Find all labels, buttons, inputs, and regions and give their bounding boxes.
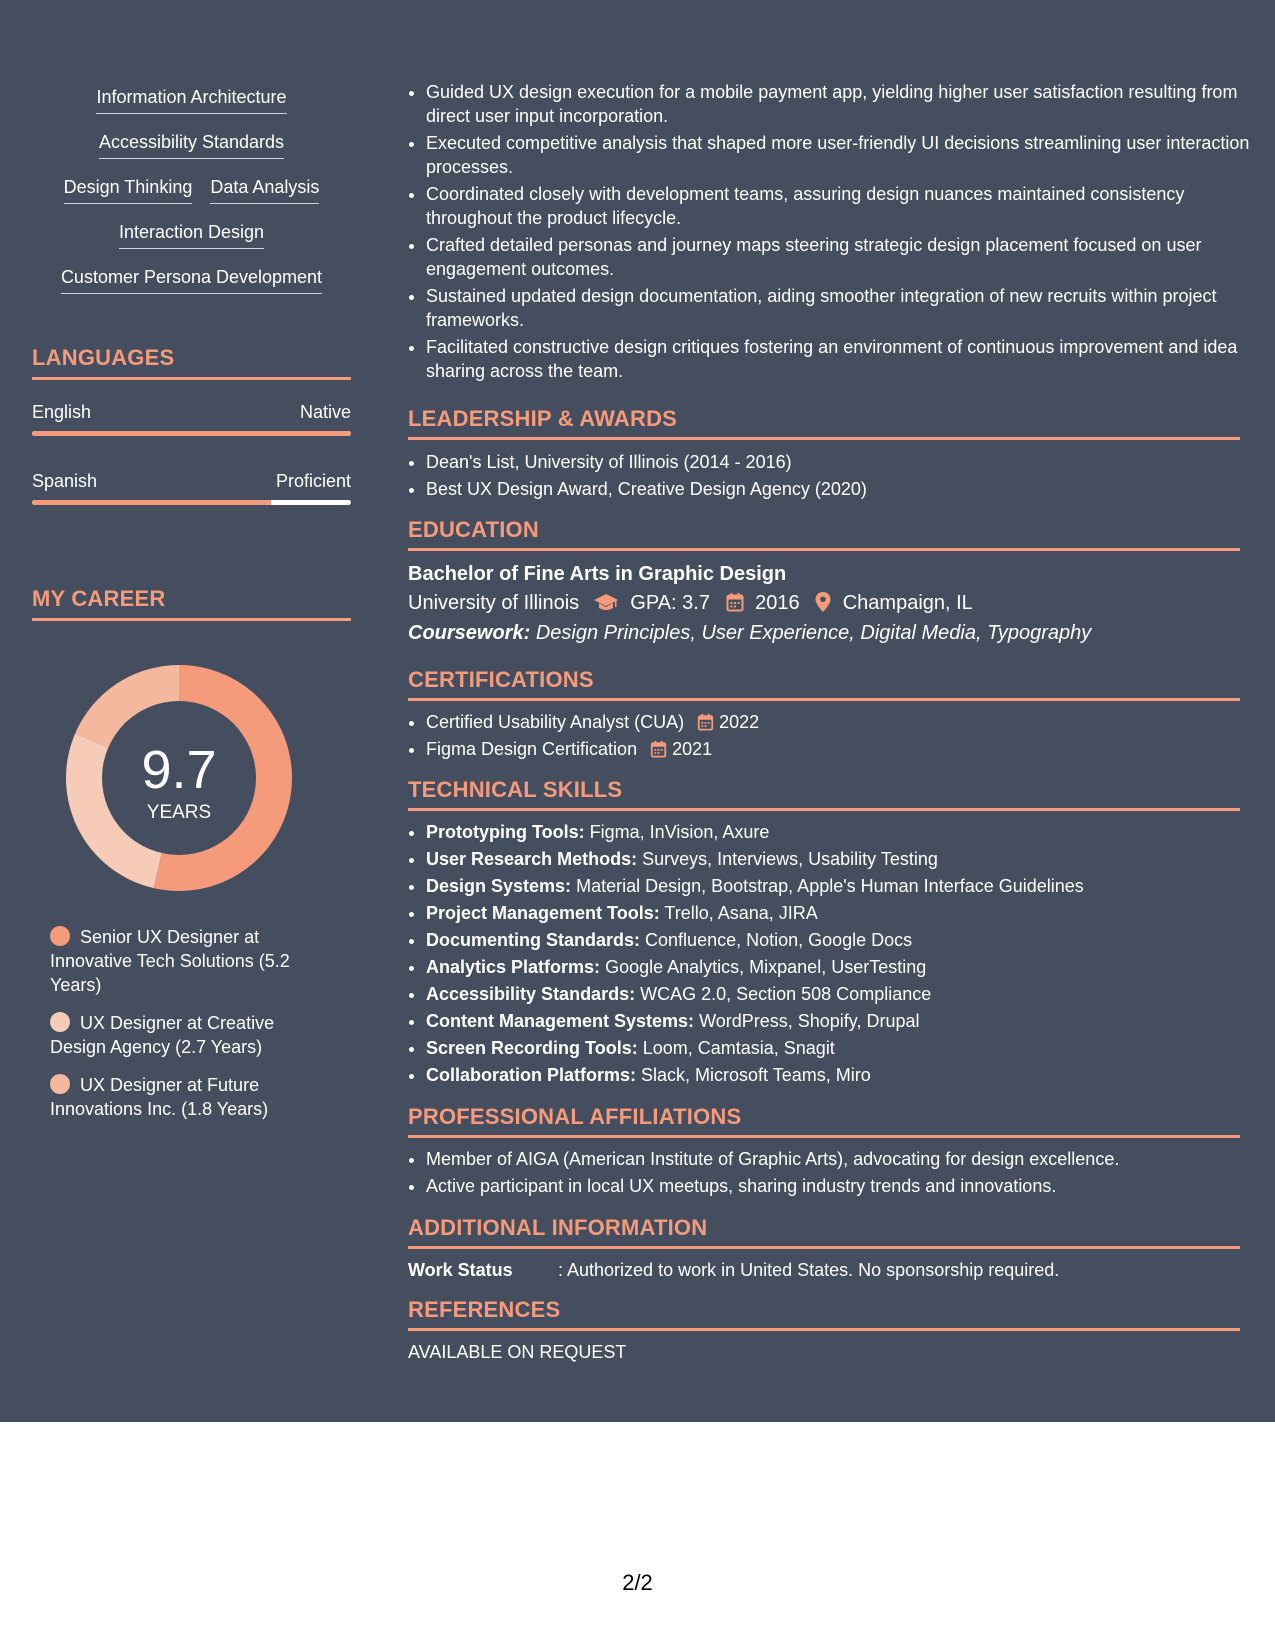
calendar-icon: [726, 592, 744, 612]
list-item: • Member of AIGA (American Institute of Graphic Arts), advocating for design excellence.: [426, 1146, 1240, 1173]
skill-value: Trello, Asana, JIRA: [664, 903, 818, 923]
education-meta: [408, 588, 1240, 618]
cert-name: Figma Design Certification: [426, 739, 638, 759]
education-section: [408, 517, 1240, 648]
skill-tag: Information Architecture: [96, 86, 286, 114]
skill-value: WordPress, Shopify, Drupal: [699, 1011, 920, 1031]
list-item: • Best UX Design Award, Creative Design Agency (2020): [426, 476, 1240, 503]
section-title: LANGUAGES: [32, 345, 175, 370]
technical-skills-list: [408, 819, 1240, 1089]
language-bar-fill: [32, 500, 271, 505]
list-item: [426, 1062, 1240, 1089]
career-donut-chart: [66, 665, 292, 891]
section-divider: [408, 1246, 1240, 1249]
list-item: • Executed competitive analysis that shaped more user-friendly UI decisions streamlining user interaction processes.: [426, 131, 1252, 179]
technical-skills-section: [408, 777, 1240, 1089]
skill-label: Accessibility Standards:: [426, 984, 636, 1004]
section-title: PROFESSIONAL AFFILIATIONS: [408, 1104, 742, 1129]
skill-value: Surveys, Interviews, Usability Testing: [642, 849, 938, 869]
list-item: • Guided UX design execution for a mobile payment app, yielding higher user satisfaction resulting from direct user input incorporation.: [426, 80, 1252, 128]
legend-dot: [50, 1012, 70, 1032]
cert-year: 2021: [672, 739, 713, 759]
list-item: [426, 1008, 1240, 1035]
career-unit: YEARS: [146, 802, 212, 823]
coursework-value: Design Principles, User Experience, Digital Media, Typography: [535, 622, 1092, 644]
list-item: • Crafted detailed personas and journey maps steering strategic design placement focused on user engagement outcomes.: [426, 233, 1252, 281]
legend-label: UX Designer at Future Innovations Inc. (1.8 Years): [50, 1075, 269, 1119]
list-item: • Dean's List, University of Illinois (2014 - 2016): [426, 449, 1240, 476]
work-status-row: [408, 1257, 1240, 1284]
skill-tag: Accessibility Standards: [99, 131, 284, 159]
list-item: [426, 736, 1240, 763]
graduation-year: 2016: [755, 592, 800, 614]
language-level: Proficient: [275, 471, 351, 491]
cert-year: 2022: [719, 712, 760, 732]
career-legend-item: [50, 1073, 320, 1121]
location-pin-icon: [815, 592, 831, 612]
calendar-icon: [650, 740, 667, 758]
section-divider: [32, 377, 351, 380]
section-title: EDUCATION: [408, 517, 539, 542]
location: Champaign, IL: [842, 592, 973, 614]
cert-name: Certified Usability Analyst (CUA): [426, 712, 685, 732]
languages-section: [32, 345, 351, 505]
legend-label: UX Designer at Creative Design Agency (2.7 Years): [50, 1013, 275, 1057]
skill-value: WCAG 2.0, Section 508 Compliance: [640, 984, 932, 1004]
section-title: ADDITIONAL INFORMATION: [408, 1215, 708, 1240]
skill-label: Collaboration Platforms:: [426, 1065, 637, 1085]
career-section: [32, 586, 351, 621]
skill-tag: Data Analysis: [210, 176, 319, 204]
list-item: [426, 954, 1240, 981]
certifications-section: [408, 667, 1240, 763]
language-name: Spanish: [32, 471, 98, 491]
section-divider: [32, 618, 351, 621]
legend-dot: [50, 1074, 70, 1094]
section-title: REFERENCES: [408, 1297, 561, 1322]
page-number: 2/2: [622, 1570, 653, 1595]
skill-label: Screen Recording Tools:: [426, 1038, 638, 1058]
affiliations-section: [408, 1104, 1240, 1200]
language-row: [32, 402, 351, 423]
awards-list: [408, 449, 1240, 503]
language-bar: [32, 431, 351, 436]
career-legend-item: [50, 1011, 320, 1059]
list-item: • Sustained updated design documentation, aiding smoother integration of new recruits within project frameworks.: [426, 284, 1252, 332]
section-divider: [408, 808, 1240, 811]
gpa: GPA: 3.7: [630, 592, 710, 614]
skills-tags: [32, 86, 351, 311]
section-divider: [408, 1328, 1240, 1331]
list-item: [426, 981, 1240, 1008]
language-level: Native: [299, 402, 351, 422]
skill-value: Slack, Microsoft Teams, Miro: [641, 1065, 871, 1085]
list-item: [426, 927, 1240, 954]
section-divider: [408, 698, 1240, 701]
list-item: • Coordinated closely with development teams, assuring design nuances maintained consistency throughout the product lifecycle.: [426, 182, 1252, 230]
skill-tag: Interaction Design: [119, 221, 264, 249]
skill-value: Figma, InVision, Axure: [589, 822, 770, 842]
skill-value: Material Design, Bootstrap, Apple's Human Interface Guidelines: [576, 876, 1084, 896]
list-item: [426, 900, 1240, 927]
skill-label: User Research Methods:: [426, 849, 638, 869]
coursework-label: Coursework:: [408, 622, 531, 644]
list-item: • Active participant in local UX meetups, sharing industry trends and innovations.: [426, 1173, 1240, 1200]
list-item: [426, 819, 1240, 846]
skill-label: Analytics Platforms:: [426, 957, 601, 977]
language-name: English: [32, 402, 92, 422]
calendar-icon: [697, 713, 714, 731]
skill-tag: Customer Persona Development: [61, 266, 322, 294]
affiliations-list: [408, 1146, 1240, 1200]
certifications-list: [408, 709, 1240, 763]
skill-tag: Design Thinking: [64, 176, 193, 204]
career-legend-item: [50, 925, 320, 997]
list-item: [426, 709, 1240, 736]
skill-label: Design Systems:: [426, 876, 572, 896]
skill-value: Confluence, Notion, Google Docs: [645, 930, 913, 950]
graduation-cap-icon: [593, 592, 619, 612]
leadership-section: [408, 406, 1240, 503]
school-name: University of Illinois: [408, 592, 580, 614]
section-title: TECHNICAL SKILLS: [408, 777, 623, 802]
references-text: AVAILABLE ON REQUEST: [408, 1342, 627, 1362]
additional-info-section: [408, 1215, 1240, 1284]
career-total: 9.7: [141, 740, 217, 800]
section-divider: [408, 1135, 1240, 1138]
skill-label: Project Management Tools:: [426, 903, 660, 923]
list-item: [426, 846, 1240, 873]
language-bar-fill: [32, 431, 351, 436]
skill-label: Documenting Standards:: [426, 930, 641, 950]
section-title: LEADERSHIP & AWARDS: [408, 406, 678, 431]
skill-value: Loom, Camtasia, Snagit: [642, 1038, 835, 1058]
list-item: [426, 873, 1240, 900]
experience-bullets: [408, 80, 1252, 383]
section-title: MY CAREER: [32, 586, 166, 611]
degree: Bachelor of Fine Arts in Graphic Design: [408, 563, 787, 585]
skill-value: Google Analytics, Mixpanel, UserTesting: [605, 957, 927, 977]
list-item: • Facilitated constructive design critiques fostering an environment of continuous improvement and idea sharing across the team.: [426, 335, 1252, 383]
legend-label: Senior UX Designer at Innovative Tech Solutions (5.2 Years): [50, 927, 290, 995]
references-section: [408, 1297, 1240, 1366]
coursework: [408, 618, 1240, 648]
section-divider: [408, 437, 1240, 440]
language-row: [32, 471, 351, 492]
section-title: CERTIFICATIONS: [408, 667, 594, 692]
list-item: [426, 1035, 1240, 1062]
work-status-value: : Authorized to work in United States. No sponsorship required.: [558, 1260, 1060, 1280]
skill-label: Content Management Systems:: [426, 1011, 695, 1031]
section-divider: [408, 548, 1240, 551]
legend-dot: [50, 926, 70, 946]
work-status-label: Work Status: [408, 1260, 513, 1280]
language-bar: [32, 500, 351, 505]
skill-label: Prototyping Tools:: [426, 822, 585, 842]
